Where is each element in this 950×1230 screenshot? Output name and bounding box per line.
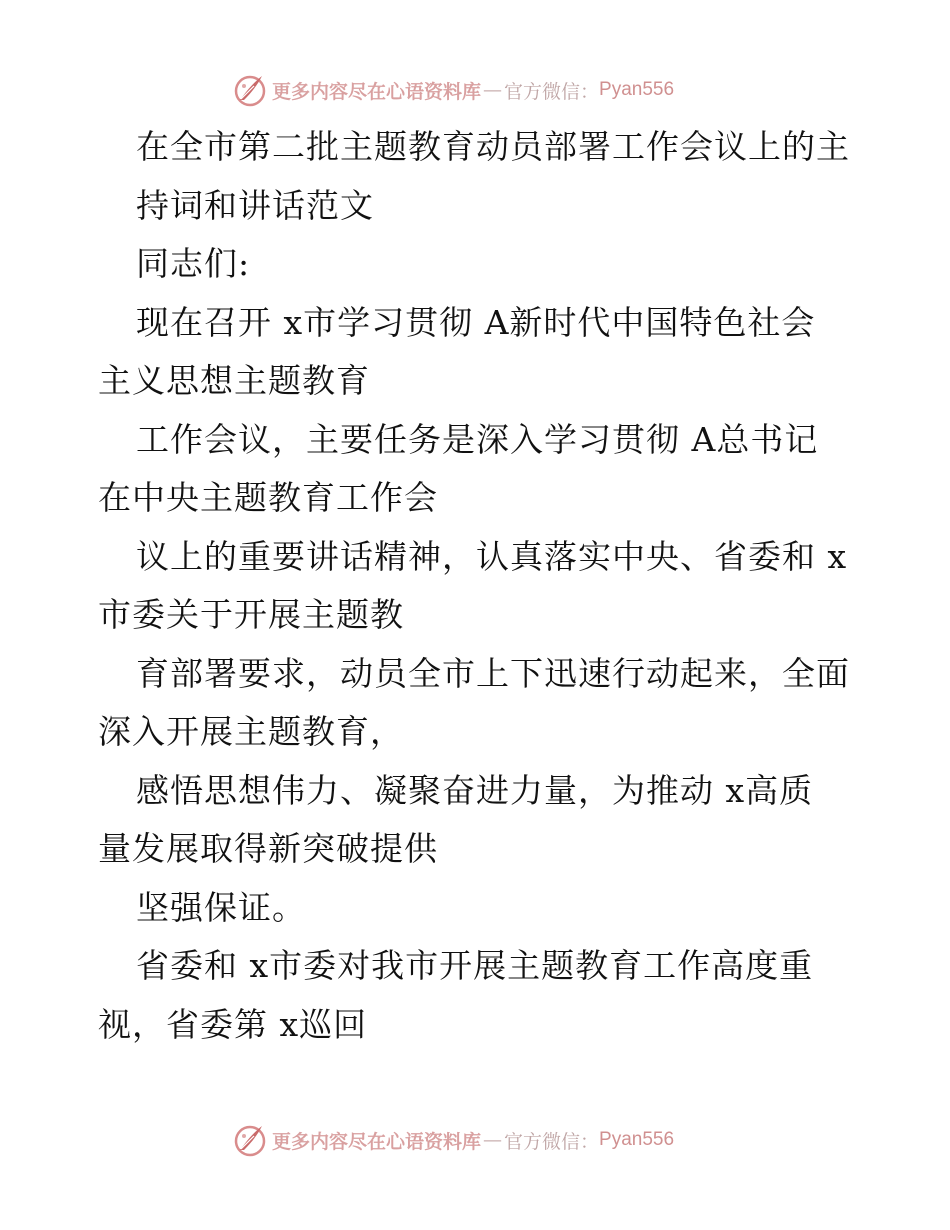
paragraph-line: 坚强保证。: [136, 887, 306, 927]
header-watermark: [232, 70, 674, 110]
watermark-main-text: 更多内容尽在心语资料库: [272, 80, 482, 103]
watermark-dash: —: [483, 79, 503, 101]
paragraph-line: 视，省委第 x巡回: [98, 1004, 368, 1044]
watermark-sub-text: 官方微信：: [504, 1130, 600, 1153]
paragraph-line: 市委关于开展主题教: [98, 595, 404, 634]
footer-watermark: [232, 1120, 674, 1160]
paragraph-line: 感悟思想伟力、凝聚奋进力量，为推动 x高质: [136, 770, 814, 810]
paragraph-line: 议上的重要讲话精神，认真落实中央、省委和 x: [136, 536, 848, 576]
quill-pen-logo-icon: [232, 1122, 268, 1158]
watermark-wechat-id: Pyan556: [599, 1129, 675, 1150]
watermark-main-text: 更多内容尽在心语资料库: [272, 1130, 482, 1153]
paragraph-line: 量发展取得新突破提供: [98, 829, 438, 868]
watermark-sub-text: 官方微信：: [504, 80, 600, 103]
watermark-dash: —: [483, 1129, 503, 1151]
watermark-wechat-id: Pyan556: [599, 79, 675, 100]
salutation: 同志们:: [136, 244, 251, 283]
paragraph-line: 现在召开 x市学习贯彻 A新时代中国特色社会: [136, 302, 816, 342]
document-title-line-1: 在全市第二批主题教育动员部署工作会议上的主: [136, 127, 850, 166]
paragraph-line: 工作会议，主要任务是深入学习贯彻 A总书记: [136, 419, 819, 459]
paragraph-line: 深入开展主题教育，: [98, 712, 404, 751]
document-body: [98, 118, 858, 1054]
quill-pen-logo-icon: [232, 72, 268, 108]
paragraph-line: 育部署要求，动员全市上下迅速行动起来，全面: [136, 653, 850, 693]
paragraph-line: 主义思想主题教育: [98, 361, 370, 400]
document-title-line-2: 持词和讲话范文: [136, 185, 374, 225]
paragraph-line: 在中央主题教育工作会: [98, 478, 438, 517]
paragraph-line: 省委和 x市委对我市开展主题教育工作高度重: [136, 946, 814, 985]
